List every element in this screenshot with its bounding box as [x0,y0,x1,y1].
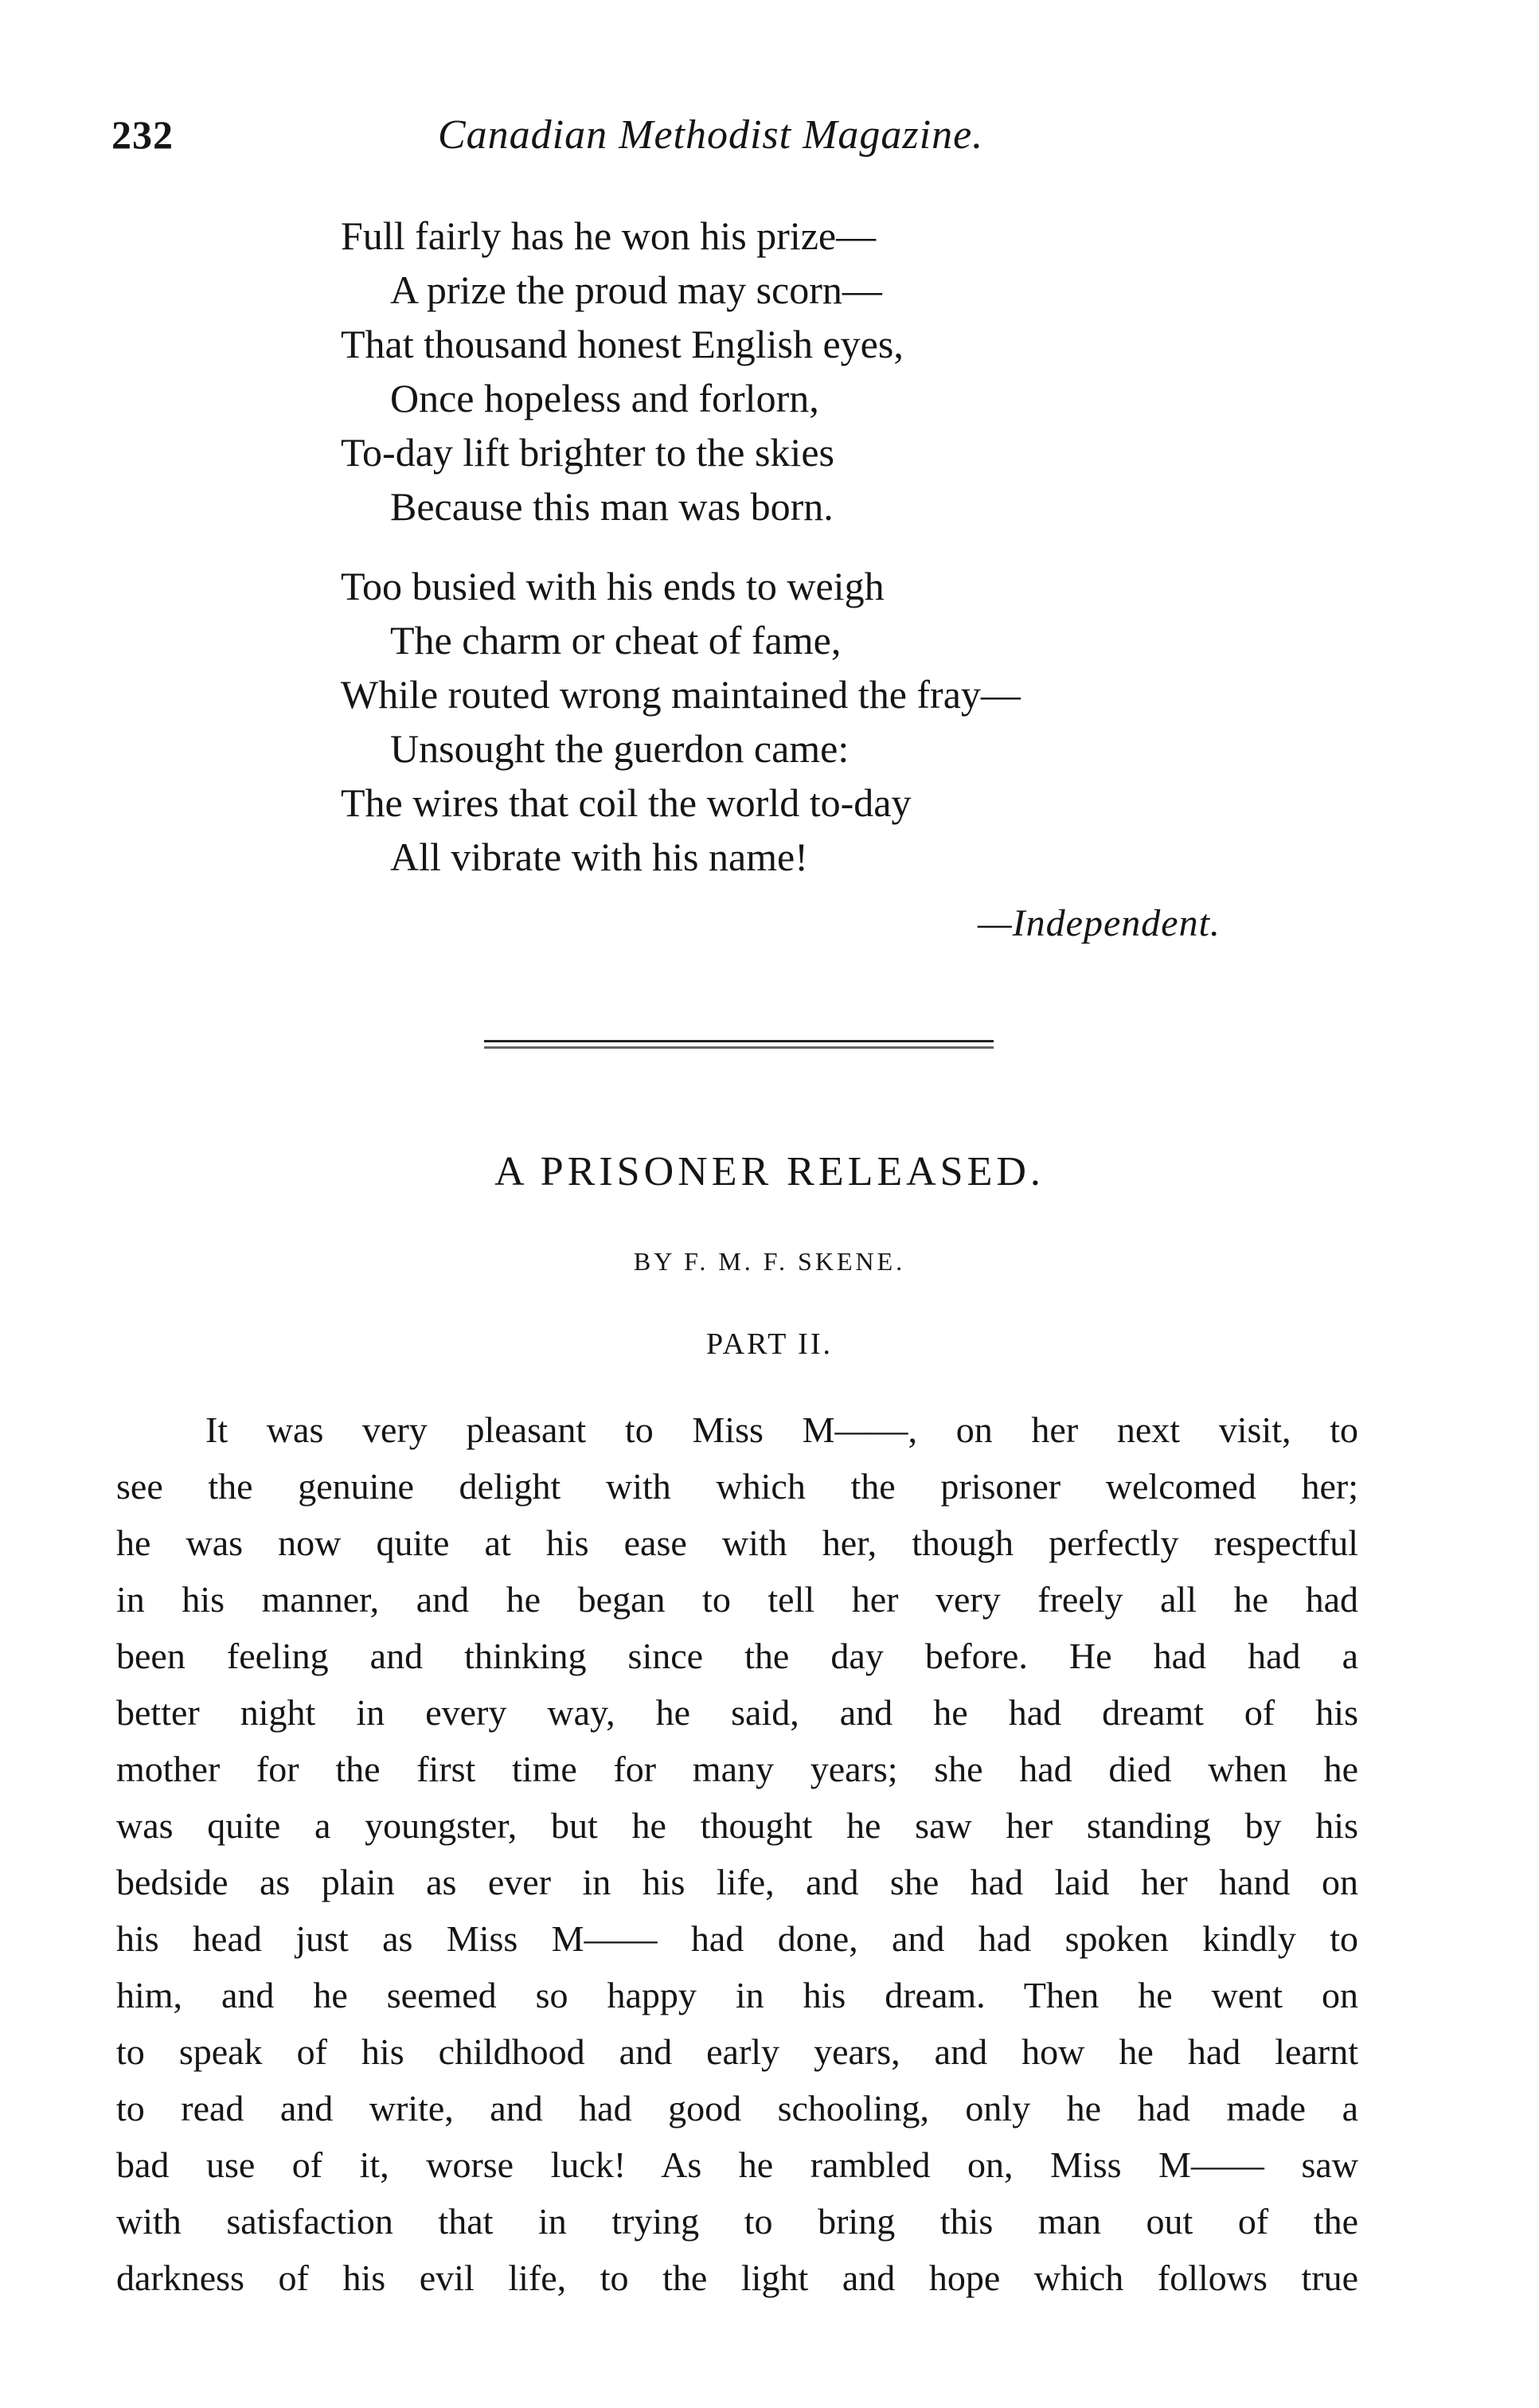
article-body [116,1401,1358,2306]
part-heading: PART II. [706,1327,833,1361]
poem-line: Once hopeless and forlorn, [390,376,819,420]
body-line: mother for the first time for many years; she had died when he [116,1749,1358,1789]
body-line: in his manner, and he began to tell her very freely all he had [116,1579,1358,1620]
body-line: see the genuine delight with which the prisoner welcomed her; [116,1466,1358,1507]
body-line: him, and he seemed so happy in his dream. Then he went on [116,1975,1358,2015]
poem-line: Too busied with his ends to weigh [341,564,885,608]
poem-line: To-day lift brighter to the skies [341,430,834,475]
body-line: he was now quite at his ease with her, though perfectly respectful [116,1523,1358,1563]
body-line: was quite a youngster, but he thought he saw her standing by his [116,1805,1358,1846]
body-line: his head just as Miss M—— had done, and had spoken kindly to [116,1918,1358,1959]
poem-line: That thousand honest English eyes, [341,322,904,366]
body-line: bad use of it, worse luck! As he rambled on, Miss M—— saw [116,2144,1358,2185]
poem-line: While routed wrong maintained the fray— [341,672,1021,717]
poem-attribution: —Independent. [978,902,1221,944]
poem-stanza-1 [341,209,1376,534]
body-line: bedside as plain as ever in his life, and she had laid her hand on [116,1862,1358,1902]
poem-line: Unsought the guerdon came: [390,726,850,771]
poem-stanza-2 [341,559,1376,884]
body-line: to read and write, and had good schooling, only he had made a [116,2088,1358,2128]
poem-line: All vibrate with his name! [390,835,808,879]
body-line: darkness of his evil life, to the light and hope which follows true [116,2258,1358,2298]
article-byline: BY F. M. F. SKENE. [633,1247,906,1276]
article-title: A PRISONER RELEASED. [494,1149,1045,1194]
poem-line: The charm or cheat of fame, [390,618,842,663]
poem-line: Full fairly has he won his prize— [341,213,877,258]
body-line: been feeling and thinking since the day before. He had had a [116,1636,1358,1676]
body-line: with satisfaction that in trying to bring this man out of the [116,2201,1358,2242]
poem-line: Because this man was born. [390,484,834,529]
divider-rule [484,1040,994,1042]
poem-line: The wires that coil the world to-day [341,780,912,825]
divider-rule [484,1046,994,1049]
page-number: 232 [111,112,174,157]
section-divider [484,1040,994,1051]
running-title: Canadian Methodist Magazine. [438,112,984,158]
poem-line: A prize the proud may scorn— [390,268,882,312]
poem [341,209,1376,909]
body-line: to speak of his childhood and early years, and how he had learnt [116,2031,1358,2072]
page-header [111,111,1369,175]
body-line: It was very pleasant to Miss M——, on her next visit, to [205,1409,1358,1450]
body-line: better night in every way, he said, and he had dreamt of his [116,1692,1358,1733]
